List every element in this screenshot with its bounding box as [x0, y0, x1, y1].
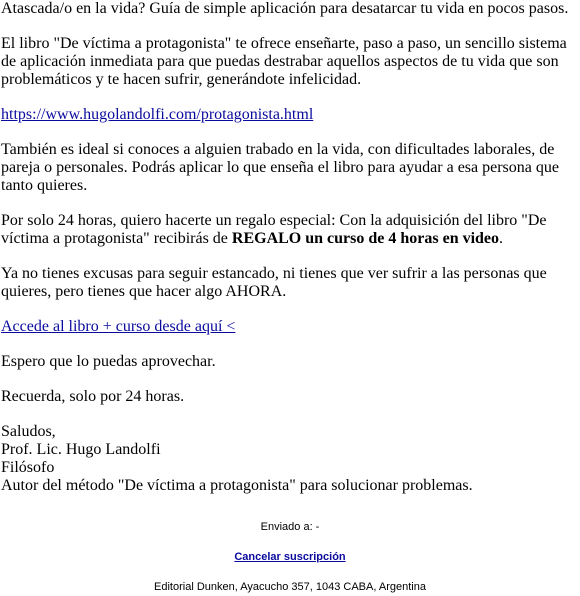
offer-text-end: .: [499, 230, 504, 247]
urgency-paragraph: Ya no tienes excusas para seguir estancado, ni tienes que ver sufrir a las personas que quieres, pero tienes que hacer algo AHORA.: [1, 265, 547, 300]
offer-text-start: Por solo 24 horas, quiero hacerte un regalo especial: Con la adquisición del libro "De víctima a protagonista" recibirás de: [1, 212, 547, 247]
intro-paragraph: Atascada/o en la vida? Guía de simple aplicación para desatarcar tu vida en pocos pasos.: [1, 0, 569, 17]
signature-block: [1, 423, 580, 495]
help-others-paragraph: También es ideal si conoces a alguien trabado en la vida, con dificultades laborales, de pareja o personales. Podrás aplicar lo que enseña el libro para ayudar a esa persona que tanto quieres.: [1, 141, 559, 194]
signature-greeting: Saludos,: [1, 423, 56, 440]
signature-title: Filósofo: [1, 459, 55, 476]
offer-paragraph: [1, 212, 580, 248]
sent-to-text: Enviado a: -: [260, 521, 320, 533]
signature-name: Prof. Lic. Hugo Landolfi: [1, 441, 161, 458]
signature-role: Autor del método "De víctima a protagonista" para solucionar problemas.: [1, 477, 473, 494]
link-paragraph: [1, 106, 580, 124]
hope-paragraph: Espero que lo puedas aprovechar.: [1, 353, 216, 370]
access-book-course-link[interactable]: Accede al libro + curso desde aquí <: [1, 318, 236, 335]
offer-highlight: REGALO un curso de 4 horas en video: [231, 230, 500, 247]
unsubscribe-row: [0, 551, 580, 563]
publisher-address: Editorial Dunken, Ayacucho 357, 1043 CABA, Argentina: [154, 581, 426, 593]
cta-paragraph: [1, 318, 580, 336]
unsubscribe-link[interactable]: Cancelar suscripción: [234, 551, 346, 563]
reminder-paragraph: Recuerda, solo por 24 horas.: [1, 388, 185, 405]
book-description-paragraph: El libro "De víctima a protagonista" te ofrece enseñarte, paso a paso, un sencillo sistema de aplicación inmediata para que puedas destrabar aquellos aspectos de tu vida que son problemáticos y te hacen sufrir, generándote infelicidad.: [1, 35, 567, 88]
book-url-link[interactable]: https://www.hugolandolfi.com/protagonista.html: [1, 106, 314, 123]
